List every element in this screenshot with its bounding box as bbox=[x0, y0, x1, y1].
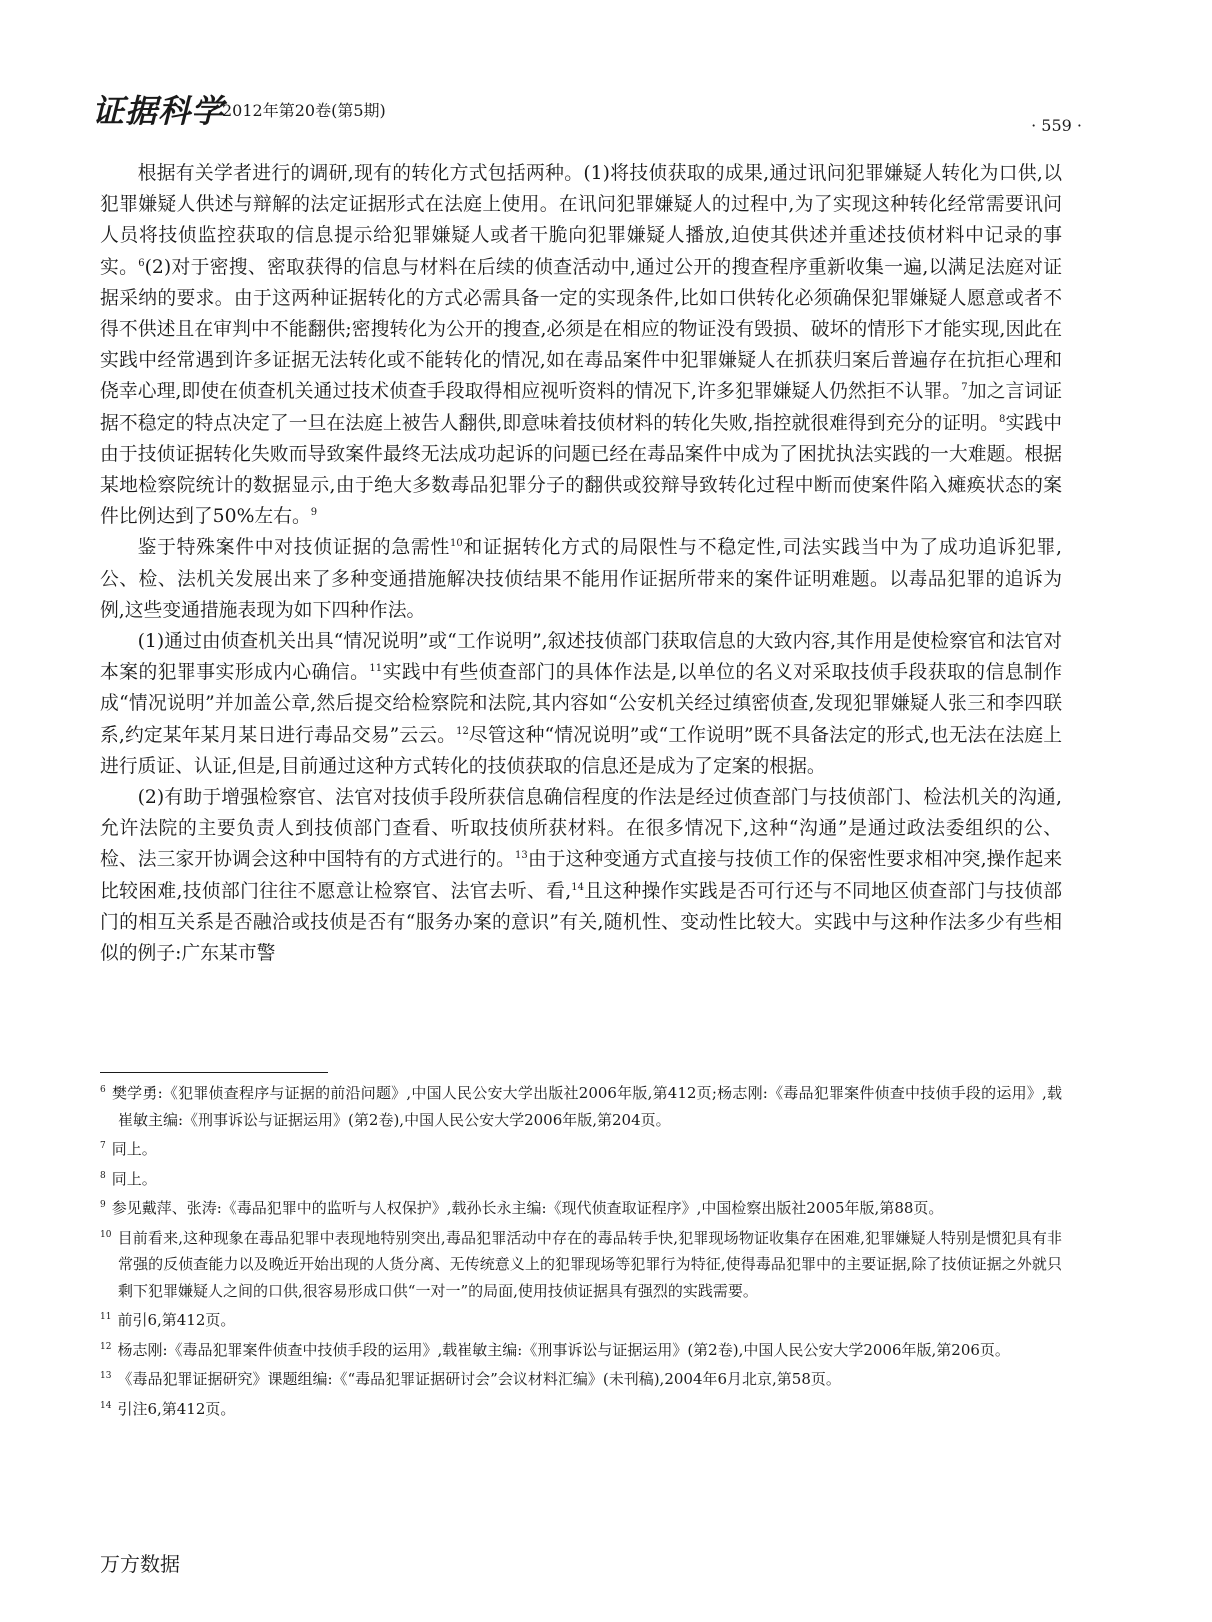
paragraph bbox=[100, 158, 1062, 532]
footnote-number: 7 bbox=[100, 1141, 106, 1151]
footnote-number: 8 bbox=[100, 1170, 106, 1181]
body-text-run: (2)对于密搜、密取获得的信息与材料在后续的侦查活动中,通过公开的搜查程序重新收集一遍,以满足法庭对证据采纳的要求。由于这两种证据转化的方式必需具备一定的实现条件,比如口供转化必须确保犯罪嫌疑人愿意或者不得不供述且在审判中不能翻供;密搜转化为公开的搜查,必须是在相应的物证没有毁损、破坏的情形下才能实现,因此在实践中经常遇到许多证据无法转化或不能转化的情况,如在毒品案件中犯罪嫌疑人在抓获归案后普遍存在抗拒心理和侥幸心理,即使在侦查机关通过技术侦查手段取得相应视听资料的情况下,许多犯罪嫌疑人仍然拒不认罪。 bbox=[100, 256, 1062, 403]
journal-issue: 2012年第20卷(第5期) bbox=[222, 101, 386, 120]
footnote-number: 14 bbox=[100, 1400, 112, 1411]
footnote-ref: 6 bbox=[138, 257, 145, 269]
body-text-run: 尽管这种“情况说明”或“工作说明”既不具备法定的形式,也无法在法庭上进行质证、认证,但是,目前通过这种方式转化的技侦获取的信息还是成为了定案的根据。 bbox=[100, 724, 1062, 777]
footnotes bbox=[100, 1080, 1062, 1425]
footnote bbox=[100, 1396, 1062, 1423]
footnote bbox=[100, 1136, 1062, 1163]
footnote-ref: 7 bbox=[961, 382, 968, 394]
footnote-ref: 9 bbox=[310, 507, 318, 519]
footnote-divider bbox=[100, 1072, 328, 1073]
footnote-text: 樊学勇:《犯罪侦查程序与证据的前沿问题》,中国人民公安大学出版社2006年版,第412页;杨志刚:《毒品犯罪案件侦查中技侦手段的运用》,载崔敏主编:《刑事诉讼与证据运用》(第2卷),中国人民公安大学2006年版,第204页。 bbox=[111, 1084, 1062, 1129]
body-text-run: (1)通过由侦查机关出具“情况说明”或“工作说明”,叙述技侦部门获取信息的大致内容,其作用是使检察官和法官对本案的犯罪事实形成内心确信。 bbox=[100, 631, 1062, 684]
footnote bbox=[100, 1225, 1062, 1305]
footnote-text: 参见戴萍、张涛:《毒品犯罪中的监听与人权保护》,载孙长永主编:《现代侦查取证程序》,中国检察出版社2005年版,第88页。 bbox=[111, 1199, 944, 1217]
footnote-ref: 12 bbox=[456, 725, 469, 737]
footnote bbox=[100, 1307, 1062, 1334]
footnote-number: 11 bbox=[100, 1312, 112, 1322]
footnote-number: 6 bbox=[100, 1085, 106, 1095]
body-text-run: 实践中由于技侦证据转化失败而导致案件最终无法成功起诉的问题已经在毒品案件中成为了困扰执法实践的一大难题。根据某地检察院统计的数据显示,由于绝大多数毒品犯罪分子的翻供或狡辩导致转化过程中断而使案件陷入瘫痪状态的案件比例达到了50%左右。 bbox=[100, 412, 1063, 528]
body-text-run: 鉴于特殊案件中对技侦证据的急需性 bbox=[137, 537, 451, 559]
body-text-run: 且这种操作实践是否可行还与不同地区侦查部门与技侦部门的相互关系是否融洽或技侦是否有“服务办案的意识”有关,随机性、变动性比较大。实践中与这种作法多少有些相似的例子:广东某市警 bbox=[100, 880, 1062, 965]
footnote bbox=[100, 1366, 1062, 1393]
footnote-ref: 14 bbox=[571, 881, 584, 893]
footnote bbox=[100, 1195, 1062, 1222]
page-header bbox=[92, 86, 1082, 144]
body-text-run: 由于这种变通方式直接与技侦工作的保密性要求相冲突,操作起来比较困难,技侦部门往往不愿意让检察官、法官去听、看, bbox=[100, 849, 1063, 902]
footnote-number: 12 bbox=[100, 1341, 112, 1352]
footnote-text: 引注6,第412页。 bbox=[117, 1399, 236, 1418]
footnote-text: 《毒品犯罪证据研究》课题组编:《“毒品犯罪证据研讨会”会议材料汇编》(未刊稿),2004年6月北京,第58页。 bbox=[117, 1370, 841, 1388]
journal-logo: 证据科学 bbox=[92, 92, 225, 130]
footnote-text: 前引6,第412页。 bbox=[117, 1311, 236, 1329]
paragraph bbox=[100, 782, 1062, 969]
body-text-run: 实践中有些侦查部门的具体作法是,以单位的名义对采取技侦手段获取的信息制作成“情况说明”并加盖公章,然后提交给检察院和法院,其内容如“公安机关经过缜密侦查,发现犯罪嫌疑人张三和李四联系,约定某年某月某日进行毒品交易”云云。 bbox=[100, 662, 1063, 746]
footnote bbox=[100, 1337, 1062, 1364]
footnote-text: 杨志刚:《毒品犯罪案件侦查中技侦手段的运用》,载崔敏主编:《刑事诉讼与证据运用》(第2卷),中国人民公安大学2006年版,第206页。 bbox=[117, 1340, 1010, 1359]
footnote-text: 同上。 bbox=[111, 1169, 157, 1188]
footnote-ref: 8 bbox=[999, 413, 1006, 425]
page-number: · 559 · bbox=[1031, 116, 1082, 135]
source-watermark: 万方数据 bbox=[100, 1552, 180, 1576]
paragraph bbox=[100, 626, 1062, 782]
footnote bbox=[100, 1080, 1062, 1133]
paragraph bbox=[100, 532, 1062, 626]
body-text-run: 和证据转化方式的局限性与不稳定性,司法实践当中为了成功追诉犯罪,公、检、法机关发展出来了多种变通措施解决技侦结果不能用作证据所带来的案件证明难题。以毒品犯罪的追诉为例,这些变通措施表现为如下四种作法。 bbox=[100, 537, 1062, 621]
footnote-ref: 10 bbox=[450, 538, 463, 550]
footnote-number: 13 bbox=[100, 1371, 112, 1381]
footnote-text: 目前看来,这种现象在毒品犯罪中表现地特别突出,毒品犯罪活动中存在的毒品转手快,犯罪现场物证收集存在困难,犯罪嫌疑人特别是惯犯具有非常强的反侦查能力以及晚近开始出现的人货分离、无传统意义上的犯罪现场等犯罪行为特征,使得毒品犯罪中的主要证据,除了技侦证据之外就只剩下犯罪嫌疑人之间的口供,很容易形成口供“一对一”的局面,使用技侦证据具有强烈的实践需要。 bbox=[117, 1228, 1062, 1300]
footnote-text: 同上。 bbox=[111, 1140, 157, 1158]
footnote-ref: 11 bbox=[369, 663, 383, 675]
footnote-ref: 13 bbox=[515, 850, 528, 862]
body-text-run: 加之言词证据不稳定的特点决定了一旦在法庭上被告人翻供,即意味着技侦材料的转化失败,指控就很难得到充分的证明。 bbox=[100, 381, 1063, 434]
footnote-number: 10 bbox=[100, 1229, 112, 1240]
footnote bbox=[100, 1166, 1062, 1193]
body-text-run: 根据有关学者进行的调研,现有的转化方式包括两种。(1)将技侦获取的成果,通过讯问犯罪嫌疑人转化为口供,以犯罪嫌疑人供述与辩解的法定证据形式在法庭上使用。在讯问犯罪嫌疑人的过程中,为了实现这种转化经常需要讯问人员将技侦监控获取的信息提示给犯罪嫌疑人或者干脆向犯罪嫌疑人播放,迫使其供述并重述技侦材料中记录的事实。 bbox=[100, 163, 1062, 278]
footnote-number: 9 bbox=[100, 1200, 106, 1210]
body-text-run: (2)有助于增强检察官、法官对技侦手段所获信息确信程度的作法是经过侦查部门与技侦部门、检法机关的沟通,允许法院的主要负责人到技侦部门查看、听取技侦所获材料。在很多情况下,这种“沟通”是通过政法委组织的公、检、法三家开协调会这种中国特有的方式进行的。 bbox=[100, 787, 1062, 871]
article-body bbox=[100, 158, 1062, 969]
